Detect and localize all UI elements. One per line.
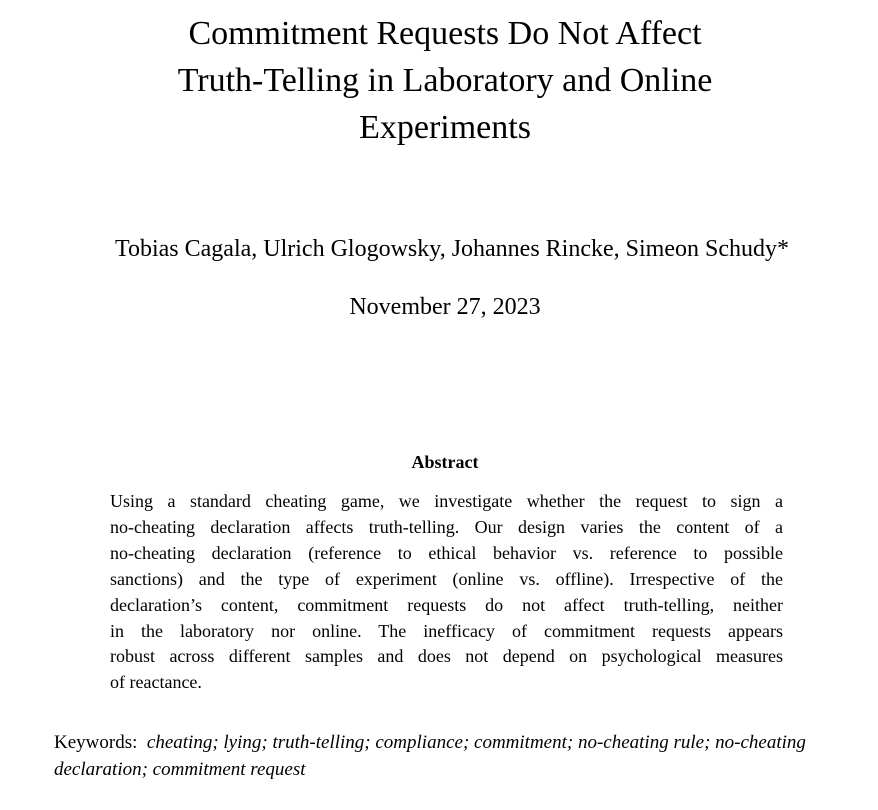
publication-date: November 27, 2023 [349, 294, 541, 320]
abstract-line: in the laboratory nor online. The inefficacy of commitment requests appears [110, 620, 783, 641]
abstract-line: of reactance. [110, 672, 202, 693]
abstract-line: sanctions) and the type of experiment (online vs. offline). Irrespective of the [110, 568, 783, 589]
abstract-line: robust across different samples and does not depend on psychological measures [110, 646, 783, 667]
abstract-line: declaration’s content, commitment requests do not affect truth-telling, neither [110, 594, 783, 615]
abstract-line: no-cheating declaration affects truth-telling. Our design varies the content of a [110, 516, 783, 537]
keywords-label: Keywords: [54, 732, 138, 753]
abstract-heading: Abstract [411, 452, 479, 472]
keywords-list: cheating; lying; truth-telling; compliance; commitment; no-cheating rule; no-cheating declaration; commitment request [54, 732, 806, 780]
title-line: Truth-Telling in Laboratory and Online [177, 62, 713, 99]
title-line: Experiments [359, 109, 531, 146]
author-list: Tobias Cagala, Ulrich Glogowsky, Johannes Rincke, Simeon Schudy* [114, 236, 789, 262]
abstract-line: no-cheating declaration (reference to ethical behavior vs. reference to possible [110, 542, 783, 563]
abstract-body [110, 489, 783, 696]
title-line: Commitment Requests Do Not Affect [188, 15, 702, 52]
keywords-section [54, 729, 838, 783]
abstract-line: Using a standard cheating game, we investigate whether the request to sign a [110, 491, 783, 511]
paper-title [0, 10, 878, 151]
